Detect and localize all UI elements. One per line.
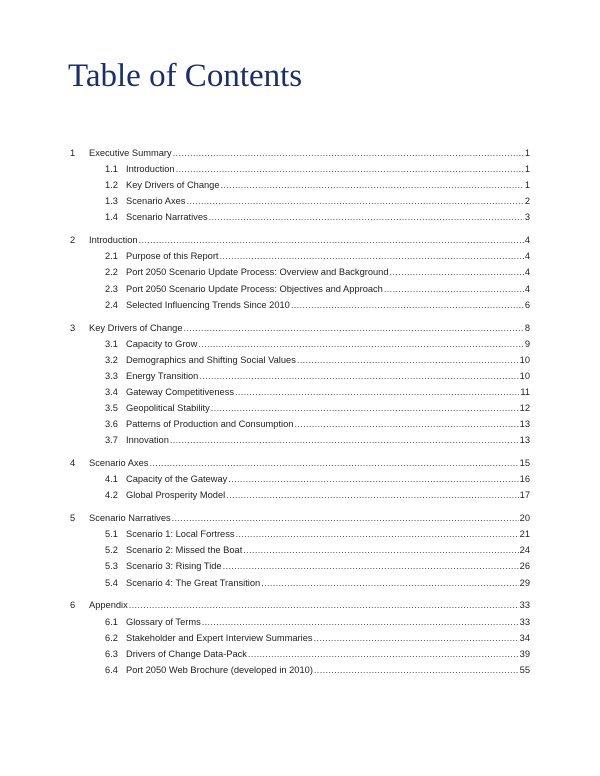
entry-title: Scenario 3: Rising Tide: [126, 561, 222, 572]
toc-subentry[interactable]: [70, 487, 530, 503]
entry-number: 1.2: [105, 180, 118, 191]
entry-number: 3.4: [105, 386, 118, 397]
entry-page-number: 8: [524, 322, 530, 333]
toc-subentry[interactable]: [70, 177, 530, 193]
entry-page-number: 39: [519, 648, 530, 659]
toc-section: [70, 510, 530, 590]
dot-leader: [198, 336, 524, 352]
toc-subentry[interactable]: [70, 297, 530, 313]
entry-page-number: 11: [520, 386, 530, 397]
page-title: Table of Contents: [68, 58, 303, 94]
entry-number: 4: [70, 458, 76, 469]
toc-subentry[interactable]: [70, 542, 530, 558]
dot-leader: [314, 630, 519, 646]
dot-leader: [199, 368, 518, 384]
dot-leader: [172, 510, 519, 526]
entry-title: Introduction: [89, 235, 138, 246]
entry-page-number: 1: [524, 164, 530, 175]
toc-entry[interactable]: [70, 455, 530, 471]
entry-number: 2.4: [105, 299, 118, 310]
entry-title: Stakeholder and Expert Interview Summaries: [126, 632, 313, 643]
entry-number: 6.1: [105, 616, 118, 627]
entry-page-number: 4: [524, 267, 530, 278]
dot-leader: [186, 193, 523, 209]
toc-subentry[interactable]: [70, 432, 530, 448]
entry-page-number: 1: [524, 148, 530, 158]
entry-title: Capacity of the Gateway: [126, 474, 228, 485]
dot-leader: [236, 526, 519, 542]
entry-page-number: 55: [519, 664, 530, 675]
entry-page-number: 20: [519, 513, 530, 524]
toc-subentry[interactable]: [70, 471, 530, 487]
entry-title: Global Prosperity Model: [126, 490, 226, 501]
entry-page-number: 33: [519, 600, 530, 611]
entry-number: 3.1: [105, 338, 118, 349]
dot-leader: [261, 575, 518, 591]
entry-page-number: 34: [519, 632, 530, 643]
entry-page-number: 10: [519, 370, 530, 381]
entry-page-number: 26: [519, 561, 530, 572]
dot-leader: [209, 209, 524, 225]
toc-entry[interactable]: [70, 145, 530, 161]
toc-subentry[interactable]: [70, 384, 530, 400]
dot-leader: [297, 352, 519, 368]
entry-number: 3.5: [105, 403, 118, 413]
entry-page-number: 1: [524, 180, 530, 191]
toc-subentry[interactable]: [70, 400, 530, 416]
dot-leader: [184, 320, 524, 336]
entry-page-number: 13: [519, 435, 530, 446]
entry-number: 3.3: [105, 370, 118, 381]
toc-entry[interactable]: [70, 320, 530, 336]
entry-number: 2.3: [105, 283, 118, 294]
entry-title: Gateway Competitiveness: [126, 386, 234, 397]
entry-title: Key Drivers of Change: [89, 322, 183, 333]
entry-title: Introduction: [126, 164, 175, 175]
entry-title: Scenario Axes: [126, 196, 186, 207]
entry-page-number: 3: [524, 212, 530, 223]
entry-title: Scenario Axes: [89, 458, 149, 469]
entry-title: Scenario Narratives: [89, 513, 171, 524]
entry-title: Scenario 2: Missed the Boat: [126, 545, 243, 556]
entry-title: Scenario Narratives: [126, 212, 208, 223]
entry-title: Port 2050 Web Brochure (developed in 2010): [126, 664, 313, 675]
dot-leader: [211, 400, 519, 416]
dot-leader: [220, 248, 524, 264]
toc-subentry[interactable]: [70, 193, 530, 209]
entry-number: 6.3: [105, 648, 118, 659]
entry-title: Drivers of Change Data-Pack: [126, 648, 247, 659]
entry-number: 6: [70, 600, 76, 611]
dot-leader: [139, 232, 524, 248]
entry-page-number: 12: [519, 403, 530, 413]
entry-page-number: 10: [519, 354, 530, 365]
dot-leader: [291, 297, 524, 313]
entry-number: 1.1: [105, 164, 118, 175]
entry-number: 3.2: [105, 354, 118, 365]
toc-section: [70, 597, 530, 677]
dot-leader: [314, 662, 519, 678]
toc-subentry[interactable]: [70, 209, 530, 225]
dot-leader: [176, 161, 524, 177]
dot-leader: [235, 384, 519, 400]
toc-subentry[interactable]: [70, 336, 530, 352]
entry-page-number: 6: [524, 299, 530, 310]
entry-title: Patterns of Production and Consumption: [126, 419, 294, 430]
toc-entry[interactable]: [70, 597, 530, 613]
entry-number: 2.2: [105, 267, 118, 278]
entry-title: Port 2050 Scenario Update Process: Objectives and Approach: [126, 283, 383, 294]
entry-number: 5: [70, 513, 76, 524]
entry-title: Glossary of Terms: [126, 616, 201, 627]
entry-number: 3.6: [105, 419, 118, 430]
entry-title: Port 2050 Scenario Update Process: Overview and Background: [126, 267, 389, 278]
toc-section: [70, 145, 530, 225]
toc-subentry[interactable]: [70, 558, 530, 574]
entry-page-number: 29: [519, 577, 530, 588]
dot-leader: [384, 281, 524, 297]
toc-section: [70, 232, 530, 312]
entry-number: 6.2: [105, 632, 118, 643]
entry-number: 5.1: [105, 529, 118, 540]
entry-page-number: 13: [519, 419, 530, 430]
entry-page-number: 4: [524, 251, 530, 262]
dot-leader: [248, 646, 519, 662]
toc-subentry[interactable]: [70, 352, 530, 368]
entry-title: Scenario 4: The Great Transition: [126, 577, 261, 588]
toc-subentry[interactable]: [70, 281, 530, 297]
table-of-contents: [70, 145, 530, 685]
toc-subentry[interactable]: [70, 575, 530, 591]
entry-number: 2: [70, 235, 76, 246]
toc-subentry[interactable]: [70, 646, 530, 662]
toc-section: [70, 320, 530, 449]
entry-page-number: 24: [519, 545, 530, 556]
dot-leader: [243, 542, 518, 558]
entry-number: 5.2: [105, 545, 118, 556]
dot-leader: [170, 432, 519, 448]
entry-title: Selected Influencing Trends Since 2010: [126, 299, 290, 310]
dot-leader: [226, 487, 518, 503]
entry-page-number: 17: [519, 490, 530, 501]
dot-leader: [221, 177, 524, 193]
toc-subentry[interactable]: [70, 662, 530, 678]
dot-leader: [390, 264, 524, 280]
entry-title: Executive Summary: [89, 148, 172, 158]
entry-page-number: 9: [524, 338, 530, 349]
entry-title: Innovation: [126, 435, 169, 446]
entry-number: 1.3: [105, 196, 118, 207]
entry-number: 4.1: [105, 474, 118, 485]
entry-number: 2.1: [105, 251, 118, 262]
entry-number: 5.4: [105, 577, 118, 588]
toc-entry[interactable]: [70, 510, 530, 526]
entry-number: 1: [70, 148, 76, 158]
toc-subentry[interactable]: [70, 416, 530, 432]
entry-title: Appendix: [89, 600, 128, 611]
toc-subentry[interactable]: [70, 368, 530, 384]
entry-number: 6.4: [105, 664, 118, 675]
dot-leader: [294, 416, 518, 432]
toc-subentry[interactable]: [70, 161, 530, 177]
entry-number: 1.4: [105, 212, 118, 223]
entry-number: 3.7: [105, 435, 118, 446]
entry-page-number: 2: [524, 196, 530, 207]
dot-leader: [129, 597, 519, 613]
dot-leader: [228, 471, 518, 487]
entry-number: 3: [70, 322, 76, 333]
toc-subentry[interactable]: [70, 630, 530, 646]
dot-leader: [202, 614, 519, 630]
entry-title: Demographics and Shifting Social Values: [126, 354, 296, 365]
toc-subentry[interactable]: [70, 614, 530, 630]
toc-subentry[interactable]: [70, 526, 530, 542]
entry-number: 4.2: [105, 490, 118, 501]
toc-section: [70, 455, 530, 503]
entry-title: Geopolitical Stability: [126, 403, 210, 413]
toc-subentry[interactable]: [70, 248, 530, 264]
entry-title: Key Drivers of Change: [126, 180, 220, 191]
entry-title: Energy Transition: [126, 370, 199, 381]
dot-leader: [173, 145, 524, 161]
entry-page-number: 33: [519, 616, 530, 627]
entry-title: Capacity to Grow: [126, 338, 198, 349]
entry-number: 5.3: [105, 561, 118, 572]
entry-page-number: 4: [524, 283, 530, 294]
dot-leader: [149, 455, 518, 471]
entry-title: Scenario 1: Local Fortress: [126, 529, 235, 540]
entry-page-number: 4: [524, 235, 530, 246]
entry-page-number: 16: [519, 474, 530, 485]
entry-page-number: 15: [519, 458, 530, 469]
dot-leader: [223, 558, 519, 574]
toc-entry[interactable]: [70, 232, 530, 248]
entry-page-number: 21: [519, 529, 530, 540]
toc-subentry[interactable]: [70, 264, 530, 280]
entry-title: Purpose of this Report: [126, 251, 219, 262]
